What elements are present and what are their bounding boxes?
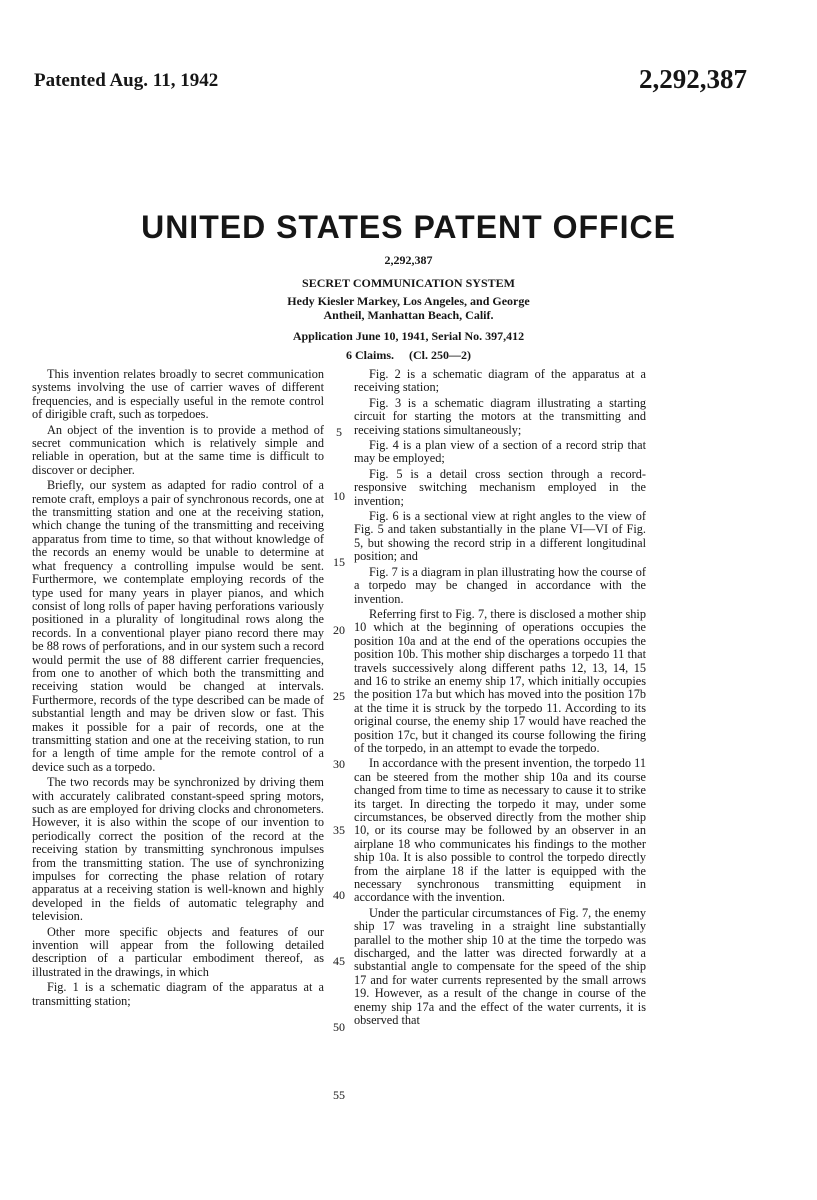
paragraph: Fig. 1 is a schematic diagram of the apparatus at a transmitting station;	[32, 980, 324, 1008]
line-number: 45	[333, 954, 345, 968]
line-number: 25	[333, 689, 345, 703]
paragraph: Other more specific objects and features of our invention will appear from the following detailed description of a particular embodiment thereof, as illustrated in the drawings, in which	[32, 924, 324, 979]
paragraph: In accordance with the present invention, the torpedo 11 can be steered from the mother ship 10a and its course changed from time to time as necessary to cause it to strike its target. In directing the torpedo it may, under some circumstances, be observed directly from the mother ship 10, or its course may be followed by an observer in an airplane 18 who communicates his findings to the mother ship 10a. It is also possible to control the torpedo directly from the airplane 18 if the latter is equipped with the necessary synchronous transmitting equipment in accordance with the invention.	[354, 756, 646, 905]
paragraph: Referring first to Fig. 7, there is disclosed a mother ship 10 which at the beginning of operations occupies the position 10a and at the end of the operations occupies the position 10b. This mother ship discharges a torpedo 11 that travels successively along different paths 12, 13, 14, 15 and 16 to strike an enemy ship 17, which initially occupies the position 17a but which has moved into the position 17b at the time it is struck by the torpedo 11. According to its original course, the enemy ship 17 would have reached the position 17c, but it changed its course following the firing of the torpedo, in an attempt to evade the torpedo.	[354, 606, 646, 755]
line-number: 35	[333, 823, 345, 837]
line-number: 15	[333, 555, 345, 569]
paragraph: The two records may be synchronized by driving them with accurately calibrated constant-speed spring motors, such as are employed for driving clocks and chronometers. However, it is also within the scope of our invention to periodically correct the position of the record at the receiving station by transmitting synchronous impulses from the transmitting station. The use of synchronizing impulses for correcting the phase relation of rotary apparatus at a receiving station is well-known and highly developed in the fields of automatic telegraphy and television.	[32, 775, 324, 924]
paragraph: Fig. 7 is a diagram in plan illustrating how the course of a torpedo may be changed in accordance with the invention.	[354, 564, 646, 606]
paragraph: Fig. 3 is a schematic diagram illustrating a starting circuit for starting the motors at the transmitting and receiving stations simultaneously;	[354, 395, 646, 437]
application-line: Application June 10, 1941, Serial No. 397,412	[292, 329, 525, 343]
claims-line	[0, 348, 817, 363]
line-number: 5	[336, 425, 342, 439]
paragraph: Briefly, our system as adapted for radio control of a remote craft, employs a pair of synchronous records, one at the transmitting station and one at the receiving station, which change the tuning of the transmitting and receiving apparatus from time to time, so that without knowledge of the records an enemy would be unable to determine at what frequency a controlling impulse would be sent. Furthermore, we contemplate employing records of the type used for many years in player pianos, and which consist of long rolls of paper having perforations variously positioned in a plurality of longitudinal rows along the records. In a conventional player piano record there may be 88 rows of perforations, and in our system such a record would permit the use of 88 different carrier frequencies, from one to another of which both the transmitting and receiving station would be changed at intervals. Furthermore, records of the type described can be made of substantial length and may be driven slow or fast. This makes it possible for a pair of records, one at the transmitting station and one at the receiving station, to run for a length of time ample for the remote control of a device such as a torpedo.	[32, 478, 324, 774]
line-number: 55	[333, 1088, 345, 1102]
paragraph: Fig. 6 is a sectional view at right angles to the view of Fig. 5 and taken substantially in the plane VI—VI of Fig. 5, but showing the record strip in a different longitudinal position; and	[354, 509, 646, 564]
paragraph: Fig. 2 is a schematic diagram of the apparatus at a receiving station;	[354, 367, 646, 395]
classification: (Cl. 250—2)	[409, 348, 471, 362]
patent-number: 2,292,387	[639, 64, 747, 94]
line-number: 30	[333, 757, 345, 771]
line-number: 20	[333, 623, 345, 637]
line-number: 10	[333, 489, 345, 503]
inventors	[0, 294, 817, 322]
office-title: UNITED STATES PATENT OFFICE	[141, 209, 676, 245]
line-number: 40	[333, 888, 345, 902]
line-number: 50	[333, 1020, 345, 1034]
paragraph: Fig. 4 is a plan view of a section of a record strip that may be employed;	[354, 438, 646, 466]
paragraph: Fig. 5 is a detail cross section through a record-responsive switching mechanism employed in the invention;	[354, 466, 646, 508]
invention-title: SECRET COMMUNICATION SYSTEM	[302, 276, 515, 290]
claims-count: 6 Claims.	[346, 348, 394, 362]
paragraph: This invention relates broadly to secret communication systems involving the use of carrier waves of different frequencies, and is especially useful in the remote control of dirigible craft, such as torpedoes.	[32, 367, 324, 422]
left-column	[32, 368, 324, 1010]
right-column	[354, 368, 646, 1030]
inventors-line-2: Antheil, Manhattan Beach, Calif.	[323, 308, 494, 322]
inventors-line-1: Hedy Kiesler Markey, Los Angeles, and George	[287, 294, 530, 308]
paragraph: An object of the invention is to provide a method of secret communication which is relatively simple and reliable in operation, but at the same time is difficult to discover or decipher.	[32, 422, 324, 477]
patented-date: Patented Aug. 11, 1942	[34, 70, 219, 91]
caption-number: 2,292,387	[384, 253, 433, 267]
paragraph: Under the particular circumstances of Fig. 7, the enemy ship 17 was traveling in a straight line substantially parallel to the mother ship 10 at the time the torpedo was discharged, and the latter was directed forwardly at a substantial angle to compensate for the speed of the ship 17 and for water currents represented by the small arrows 19. However, as a result of the change in course of the enemy ship 17a and the effect of the water currents, it is observed that	[354, 905, 646, 1028]
